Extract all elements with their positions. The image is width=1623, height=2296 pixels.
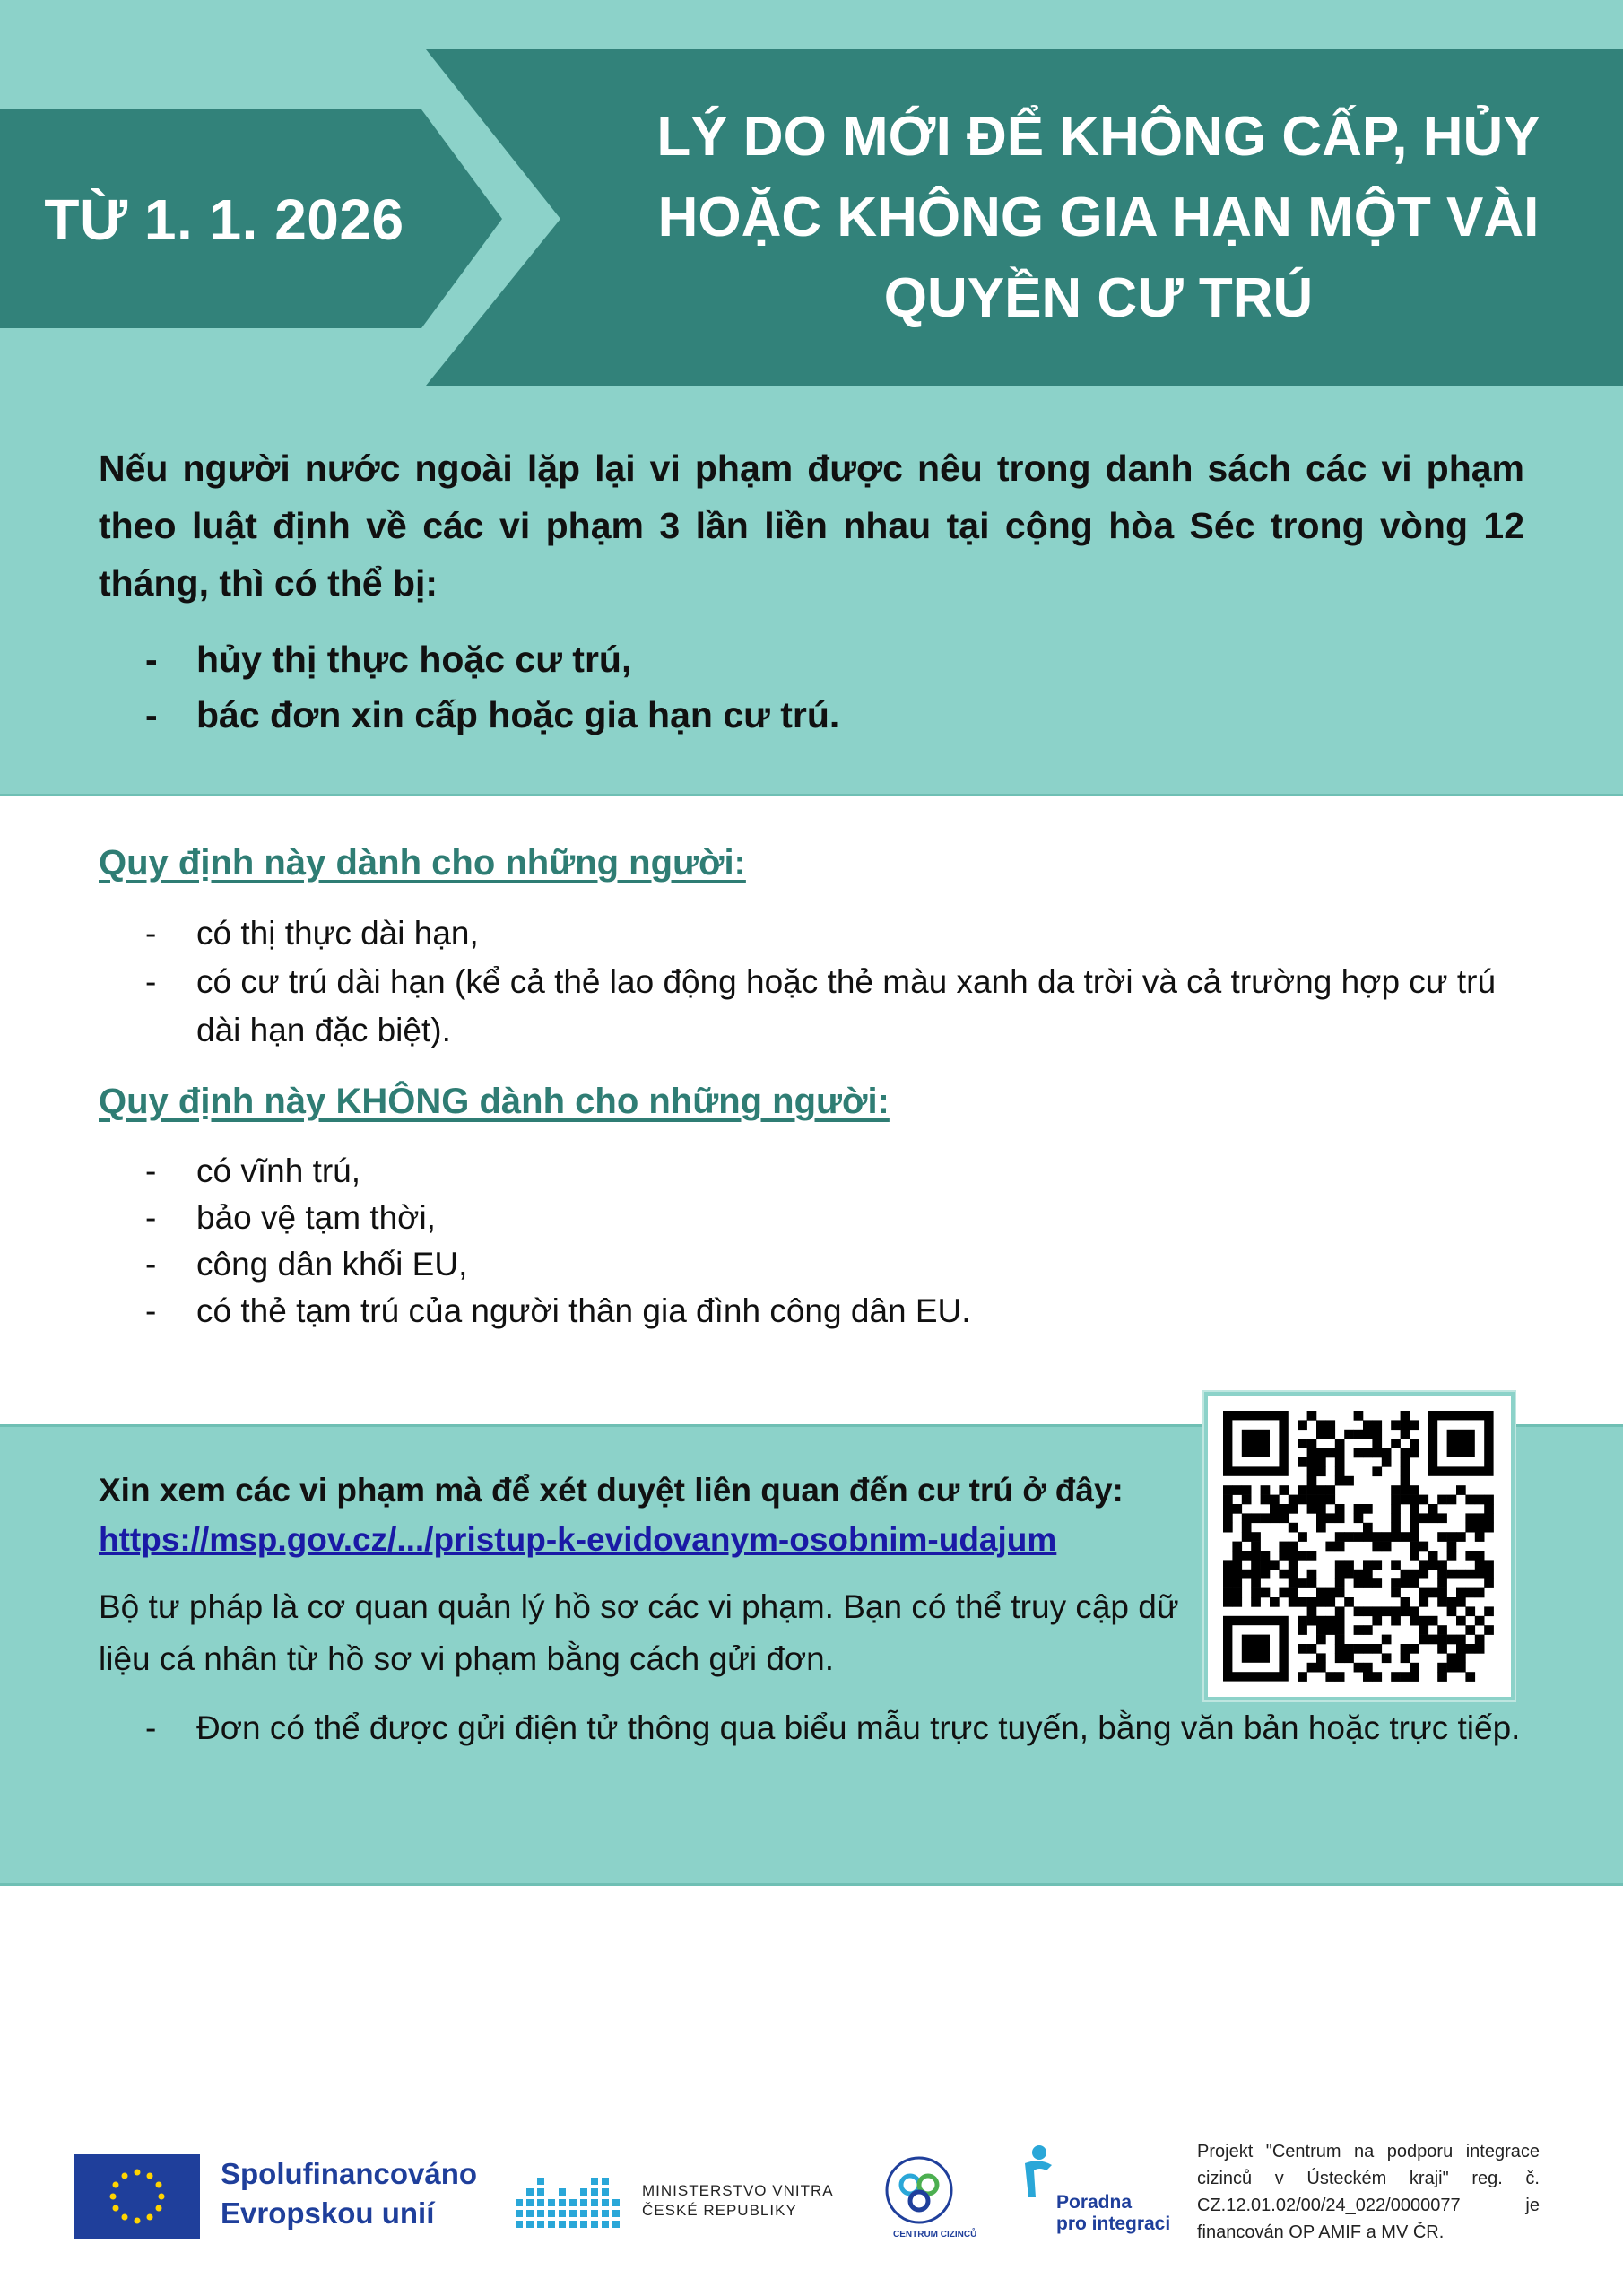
page-title xyxy=(619,97,1578,339)
list-item: - có thị thực dài hạn, xyxy=(145,915,479,952)
eu-flag-icon xyxy=(74,2154,200,2239)
list-item: - bác đơn xin cấp hoặc gia hạn cư trú. xyxy=(145,694,840,735)
rules-section xyxy=(0,796,1623,1424)
info-list xyxy=(99,1703,1524,1753)
qr-code-image xyxy=(1208,1396,1511,1697)
applies-list xyxy=(99,909,1524,1055)
eu-cofinance-text: Spolufinancováno Evropskou unií xyxy=(221,2157,478,2230)
header-banner xyxy=(0,0,1623,426)
centrum-cizincu-logo-icon xyxy=(883,2151,955,2238)
footer-logos xyxy=(0,2099,1623,2296)
list-item: - có thẻ tạm trú của người thân gia đình công dân EU. xyxy=(145,1292,971,1329)
list-item: - có cư trú dài hạn (kể cả thẻ lao động hoặc thẻ màu xanh da trời và cả trường hợp cư trú dài hạn đặc biệt). xyxy=(145,963,1497,1048)
list-item: - công dân khối EU, xyxy=(145,1246,468,1283)
consequence-list xyxy=(99,631,1524,743)
effective-date: TỪ 1. 1. 2026 xyxy=(44,187,404,252)
project-funding-note: Projekt "Centrum na podporu integrace cizinců v Ústeckém kraji" reg. č. CZ.12.01.02/00/24_022/0000077 je financován OP AMIF a MV ČR. xyxy=(1197,2142,1540,2242)
title-line-1: LÝ DO MỚI ĐỂ KHÔNG CẤP, HỦY xyxy=(656,106,1541,168)
centrum-cizincu-text: CENTRUM CIZINCŮ xyxy=(893,2230,977,2239)
list-item: - Đơn có thể được gửi điện tử thông qua biểu mẫu trực tuyến, bằng văn bản hoặc trực tiếp. xyxy=(145,1709,1521,1746)
info-heading: Xin xem các vi phạm mà để xét duyệt liên quan đến cư trú ở đây: xyxy=(99,1472,1124,1509)
qr-code[interactable] xyxy=(1204,1392,1515,1700)
not-applies-heading: Quy định này KHÔNG dành cho những người: xyxy=(99,1082,890,1121)
list-item: - bảo vệ tạm thời, xyxy=(145,1199,436,1236)
intro-paragraph: Nếu người nước ngoài lặp lại vi phạm được nêu trong danh sách các vi phạm theo luật định về các vi phạm 3 lần liền nhau tại cộng hòa Séc trong vòng 12 tháng, thì có thể bị: xyxy=(99,448,1524,604)
applies-heading: Quy định này dành cho những người: xyxy=(99,843,746,883)
ministry-logo-icon xyxy=(514,2152,630,2243)
intro-section xyxy=(0,426,1623,796)
title-line-3: QUYỀN CƯ TRÚ xyxy=(883,267,1314,329)
ministry-text: MINISTERSTVO VNITRA ČESKÉ REPUBLIKY xyxy=(642,2182,834,2219)
title-line-2: HOẶC KHÔNG GIA HẠN MỘT VÀI xyxy=(657,187,1540,248)
info-paragraph: Bộ tư pháp là cơ quan quản lý hồ sơ các vi phạm. Bạn có thể truy cập dữ liệu cá nhân từ hồ sơ vi phạm bằng cách gửi đơn. xyxy=(99,1588,1179,1677)
poradna-text: Poradna pro integraci xyxy=(1056,2192,1171,2234)
list-item: - có vĩnh trú, xyxy=(145,1152,361,1189)
list-item: - hủy thị thực hoặc cư trú, xyxy=(145,639,632,680)
not-applies-list xyxy=(99,1148,1524,1335)
ministry-link[interactable]: https://msp.gov.cz/.../pristup-k-evidovanym-osobnim-udajum xyxy=(99,1521,1057,1558)
